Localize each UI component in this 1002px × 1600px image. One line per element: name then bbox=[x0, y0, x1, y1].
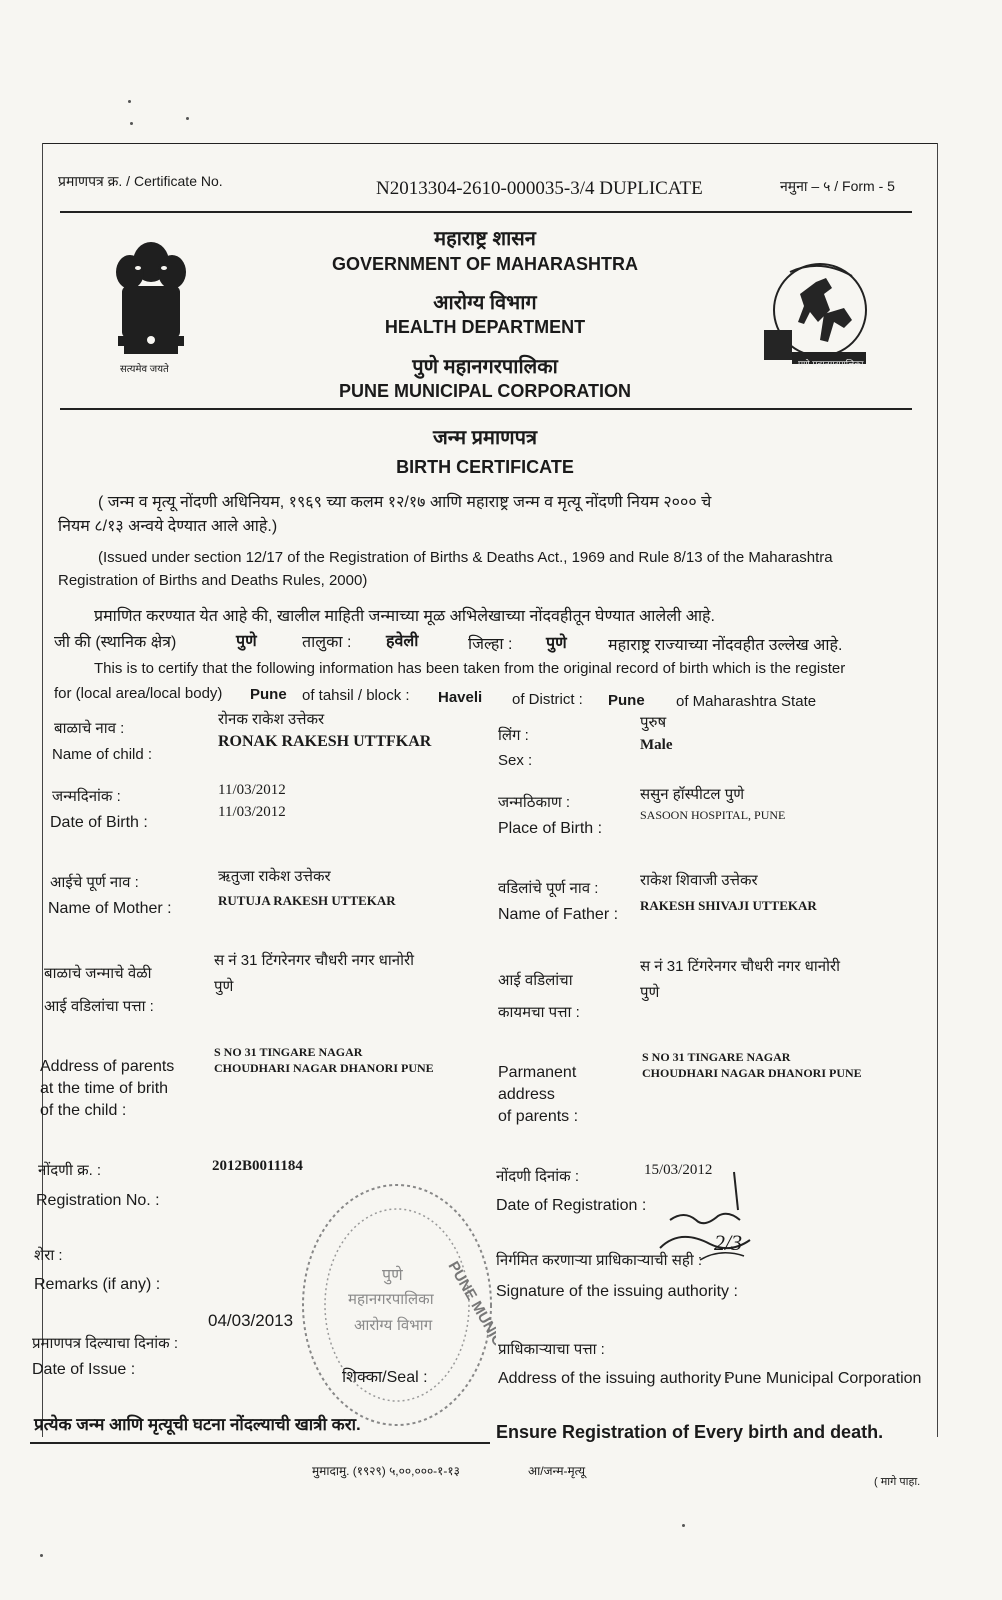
certify-marathi-district-label: जिल्हा : bbox=[468, 636, 513, 653]
dob-label-marathi: जन्मदिनांक : bbox=[52, 788, 121, 805]
see-overleaf: ( मागे पाहा. bbox=[874, 1476, 921, 1488]
dob-label-english: Date of Birth : bbox=[50, 814, 148, 831]
certify-english-prefix: for (local area/local body) bbox=[54, 685, 223, 702]
frame-right bbox=[937, 143, 938, 1437]
form-number: नमुना – ५ / Form - 5 bbox=[780, 178, 895, 194]
pmc-logo bbox=[760, 252, 868, 370]
signature-label-marathi: निर्गमित करणाऱ्या प्राधिकाऱ्याची सही : bbox=[496, 1252, 703, 1269]
seal-label: शिक्का/Seal : bbox=[342, 1369, 428, 1386]
registration-number-label-english: Registration No. : bbox=[36, 1192, 160, 1209]
mother-name-english: RUTUJA RAKESH UTTEKAR bbox=[218, 893, 396, 908]
certify-marathi-prefix: जी की (स्थानिक क्षेत्र) bbox=[54, 634, 177, 651]
mother-name-marathi: ऋतुजा राकेश उत्तेकर bbox=[218, 868, 331, 885]
remarks-label-marathi: शेरा : bbox=[34, 1247, 63, 1264]
issue-date-label-marathi: प्रमाणपत्र दिल्याचा दिनांक : bbox=[32, 1335, 178, 1352]
emblem-caption: सत्यमेव जयते bbox=[120, 364, 169, 375]
sex-label-english: Sex : bbox=[498, 752, 533, 769]
dob-value-2: 11/03/2012 bbox=[218, 804, 286, 820]
seal-outer-text: PUNE MUNICIPAL bbox=[444, 1258, 496, 1378]
permanent-address-label-marathi-1: आई वडिलांचा bbox=[498, 972, 573, 989]
remarks-label-english: Remarks (if any) : bbox=[34, 1276, 161, 1293]
frame-top bbox=[42, 143, 938, 144]
signature-annotation: 2/3 bbox=[714, 1230, 743, 1255]
permanent-address-label-marathi-2: कायमचा पत्ता : bbox=[498, 1004, 580, 1021]
speck bbox=[128, 100, 131, 103]
corporation-title-english: PUNE MUNICIPAL CORPORATION bbox=[338, 381, 631, 401]
birth-address-english-1: S NO 31 TINGARE NAGAR bbox=[214, 1045, 363, 1059]
certify-marathi-suffix: महाराष्ट्र राज्याच्या नोंदवहीत उल्लेख आहे. bbox=[608, 637, 843, 654]
certify-english-tahsil-label: of tahsil / block : bbox=[302, 687, 410, 704]
registration-number: 2012B0011184 bbox=[212, 1158, 303, 1174]
birth-address-english-2: CHOUDHARI NAGAR DHANORI PUNE bbox=[214, 1061, 434, 1075]
father-name-label-marathi: वडिलांचे पूर्ण नाव : bbox=[498, 880, 599, 897]
slogan-rule bbox=[30, 1442, 490, 1444]
speck bbox=[186, 117, 189, 120]
intro-marathi-line-2: नियम ८/१३ अन्वये देण्यात आले आहे.) bbox=[58, 518, 278, 535]
certify-english-suffix: of Maharashtra State bbox=[676, 693, 817, 710]
official-seal bbox=[298, 1180, 496, 1430]
sex-label-marathi: लिंग : bbox=[498, 727, 529, 744]
pob-english: SASOON HOSPITAL, PUNE bbox=[640, 808, 786, 822]
intro-english-line-2: Registration of Births and Deaths Rules, 2000) bbox=[58, 572, 368, 589]
corporation-title-marathi: पुणे महानगरपालिका bbox=[412, 356, 558, 378]
pob-label-english: Place of Birth : bbox=[498, 820, 603, 837]
registration-number-label-marathi: नोंदणी क्र. : bbox=[38, 1162, 102, 1179]
authority-address-label-english: Address of the issuing authority : bbox=[498, 1370, 731, 1387]
father-name-english: RAKESH SHIVAJI UTTEKAR bbox=[640, 898, 817, 913]
permanent-address-label-english-1: Parmanent bbox=[498, 1064, 577, 1081]
authority-address: Pune Municipal Corporation bbox=[724, 1370, 922, 1387]
sex-english: Male bbox=[640, 737, 673, 753]
signature-label-english: Signature of the issuing authority : bbox=[496, 1283, 738, 1300]
birth-address-label-english-3: of the child : bbox=[40, 1102, 127, 1119]
registration-date: 15/03/2012 bbox=[644, 1162, 713, 1178]
father-name-marathi: राकेश शिवाजी उत्तेकर bbox=[640, 872, 758, 889]
birth-address-label-marathi-1: बाळाचे जन्माचे वेळी bbox=[44, 965, 152, 982]
intro-marathi-line-1: ( जन्म व मृत्यू नोंदणी अधिनियम, १९६९ च्या कलम १२/१७ आणि महाराष्ट्र जन्म व मृत्यू नोंदणी नियम २००० चे bbox=[98, 494, 712, 511]
child-name-label-marathi: बाळाचे नाव : bbox=[54, 720, 125, 737]
speck bbox=[130, 122, 133, 125]
certify-english-district: Pune bbox=[608, 692, 645, 709]
certify-english-district-label: of District : bbox=[512, 691, 583, 708]
dob-value-1: 11/03/2012 bbox=[218, 782, 286, 798]
child-name-marathi: रोनक राकेश उत्तेकर bbox=[218, 711, 325, 728]
issue-date: 04/03/2013 bbox=[208, 1311, 294, 1330]
mother-name-label-english: Name of Mother : bbox=[48, 900, 172, 917]
child-name-english: RONAK RAKESH UTTFKAR bbox=[218, 733, 432, 750]
government-title-english: GOVERNMENT OF MAHARASHTRA bbox=[332, 254, 638, 274]
intro-english-line-1: (Issued under section 12/17 of the Registration of Births & Deaths Act., 1969 and Rule 8/13 of the Maharashtra bbox=[98, 549, 833, 566]
permanent-address-marathi-2: पुणे bbox=[640, 984, 660, 1001]
certificate-number-label: प्रमाणपत्र क्र. / Certificate No. bbox=[58, 173, 223, 189]
certify-english-tahsil: Haveli bbox=[438, 689, 483, 706]
registration-date-label-english: Date of Registration : bbox=[496, 1197, 647, 1214]
seal-inner-line-2: महानगरपालिका bbox=[348, 1290, 434, 1308]
frame-left bbox=[42, 143, 43, 1437]
pmc-logo-caption: पुणे महानगरपालिका bbox=[798, 359, 864, 369]
slogan-english: Ensure Registration of Every birth and death. bbox=[496, 1422, 884, 1442]
sex-marathi: पुरुष bbox=[640, 714, 667, 731]
certify-english-line-1: This is to certify that the following information has been taken from the original record of birth which is the register bbox=[94, 660, 846, 677]
authority-signature bbox=[640, 1170, 770, 1280]
birth-address-label-english-1: Address of parents bbox=[40, 1058, 175, 1075]
certify-marathi-taluka-label: तालुका : bbox=[302, 634, 352, 651]
certify-marathi-taluka: हवेली bbox=[386, 633, 419, 650]
permanent-address-label-english-3: of parents : bbox=[498, 1108, 579, 1125]
permanent-address-english-1: S NO 31 TINGARE NAGAR bbox=[642, 1050, 791, 1064]
issue-date-label-english: Date of Issue : bbox=[32, 1361, 136, 1378]
seal-inner-line-3: आरोग्य विभाग bbox=[354, 1316, 433, 1334]
slogan-marathi: प्रत्येक जन्म आणि मृत्यूची घटना नोंदल्याची खात्री करा. bbox=[34, 1415, 361, 1434]
birth-address-label-marathi-2: आई वडिलांचा पत्ता : bbox=[44, 998, 154, 1015]
seal-inner-line-1: पुणे bbox=[382, 1265, 403, 1284]
pob-label-marathi: जन्मठिकाण : bbox=[498, 794, 571, 811]
government-title-marathi: महाराष्ट्र शासन bbox=[434, 228, 536, 250]
father-name-label-english: Name of Father : bbox=[498, 906, 619, 923]
registration-date-label-marathi: नोंदणी दिनांक : bbox=[496, 1168, 579, 1185]
certify-marathi-line-1: प्रमाणित करण्यात येत आहे की, खालील माहिती जन्माच्या मूळ अभिलेखाच्या नोंदवहीतून घेण्यात आलेली आहे. bbox=[94, 608, 715, 625]
permanent-address-marathi-1: स नं 31 टिंगरेनगर चौधरी नगर धानोरी bbox=[640, 958, 840, 975]
speck bbox=[40, 1554, 43, 1557]
mother-name-label-marathi: आईचे पूर्ण नाव : bbox=[50, 874, 139, 891]
birth-address-marathi-2: पुणे bbox=[214, 978, 234, 995]
authority-rule bbox=[60, 408, 912, 410]
certificate-number-value: N2013304-2610-000035-3/4 DUPLICATE bbox=[376, 178, 703, 199]
certify-marathi-district: पुणे bbox=[546, 635, 567, 652]
header-rule bbox=[60, 211, 912, 213]
birth-address-label-english-2: at the time of brith bbox=[40, 1080, 169, 1097]
department-title-english: HEALTH DEPARTMENT bbox=[384, 317, 586, 337]
ashoka-emblem bbox=[108, 238, 194, 378]
birth-address-marathi-1: स नं 31 टिंगरेनगर चौधरी नगर धानोरी bbox=[214, 952, 414, 969]
department-title-marathi: आरोग्य विभाग bbox=[433, 292, 537, 314]
form-code: आ/जन्म-मृत्यू bbox=[528, 1464, 586, 1478]
speck bbox=[682, 1524, 685, 1527]
permanent-address-english-2: CHOUDHARI NAGAR DHANORI PUNE bbox=[642, 1066, 862, 1080]
printer-code: मुमादामु. (१९२९) ५,००,०००-१-१३ bbox=[312, 1464, 460, 1478]
certificate-title-marathi: जन्म प्रमाणपत्र bbox=[432, 427, 538, 449]
child-name-label-english: Name of child : bbox=[52, 746, 153, 763]
permanent-address-label-english-2: address bbox=[498, 1086, 555, 1103]
certify-marathi-local-area: पुणे bbox=[236, 633, 257, 650]
certify-english-local-area: Pune bbox=[250, 686, 287, 703]
authority-address-label-marathi: प्राधिकाऱ्याचा पत्ता : bbox=[498, 1341, 605, 1358]
pob-marathi: ससुन हॉस्पीटल पुणे bbox=[640, 786, 745, 803]
certificate-title-english: BIRTH CERTIFICATE bbox=[396, 457, 574, 477]
